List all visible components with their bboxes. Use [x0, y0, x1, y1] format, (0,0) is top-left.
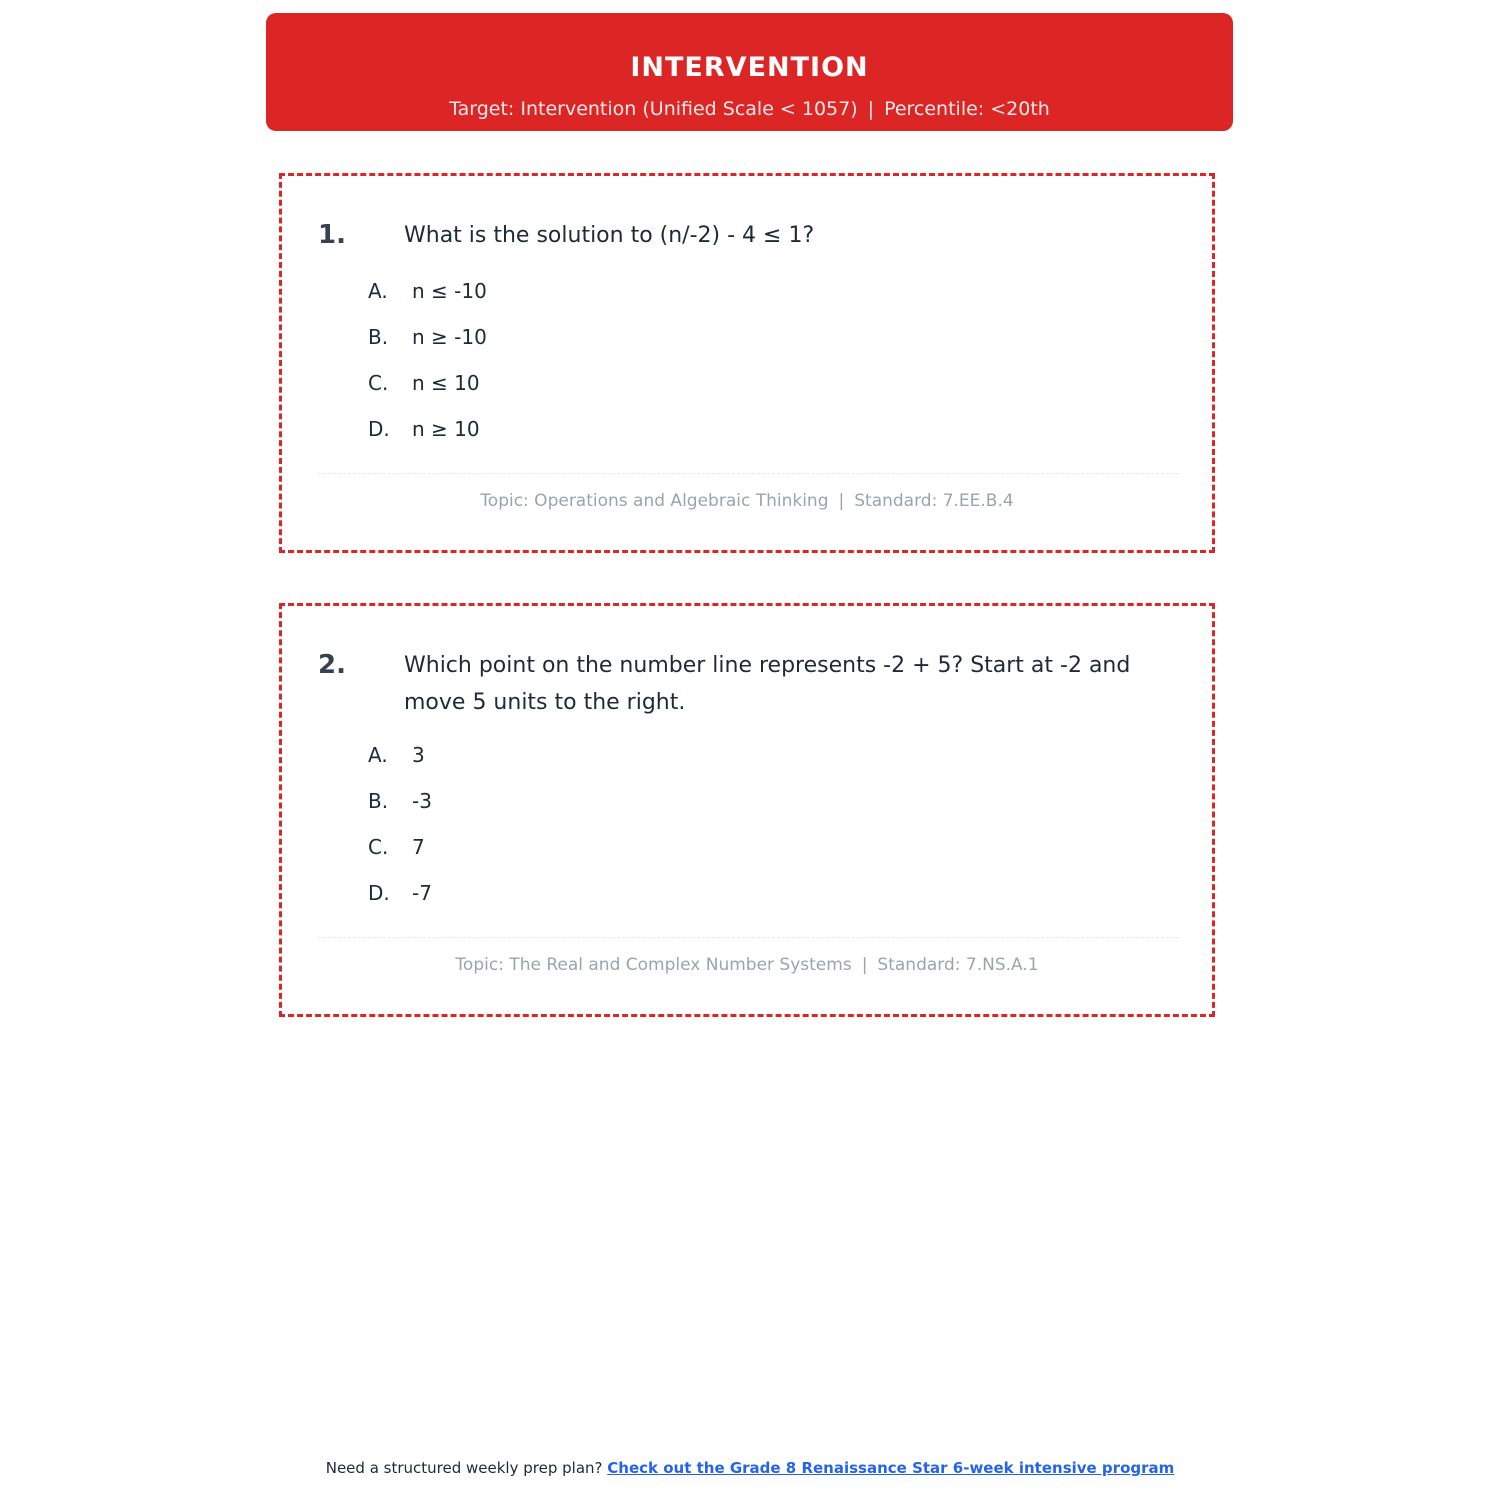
- option-letter: C.: [368, 371, 389, 395]
- answer-option-c[interactable]: [368, 834, 432, 880]
- option-letter: D.: [368, 881, 390, 905]
- level-header: [266, 13, 1233, 131]
- answer-options: [368, 278, 487, 462]
- option-text: 7: [412, 835, 425, 859]
- answer-option-d[interactable]: [368, 416, 487, 462]
- footer-prompt: Need a structured weekly prep plan?: [325, 1459, 603, 1477]
- option-letter: A.: [368, 279, 388, 303]
- option-text: n ≤ -10: [412, 279, 487, 303]
- meta-separator: |: [838, 491, 845, 511]
- option-text: n ≥ 10: [412, 417, 480, 441]
- standard-label: Standard: 7.NS.A.1: [877, 955, 1039, 975]
- question-card-2: [279, 603, 1215, 1017]
- answer-option-b[interactable]: [368, 324, 487, 370]
- question-number: 1.: [318, 220, 346, 250]
- program-link[interactable]: Check out the Grade 8 Renaissance Star 6-week intensive program: [607, 1459, 1175, 1477]
- option-text: -7: [412, 881, 432, 905]
- level-title: INTERVENTION: [630, 52, 869, 83]
- option-text: n ≥ -10: [412, 325, 487, 349]
- option-letter: C.: [368, 835, 389, 859]
- answer-option-b[interactable]: [368, 788, 432, 834]
- option-text: 3: [412, 743, 425, 767]
- option-text: n ≤ 10: [412, 371, 480, 395]
- header-separator: |: [867, 98, 875, 120]
- option-letter: A.: [368, 743, 388, 767]
- answer-option-c[interactable]: [368, 370, 487, 416]
- answer-option-d[interactable]: [368, 880, 432, 926]
- standard-label: Standard: 7.EE.B.4: [854, 491, 1014, 511]
- option-text: -3: [412, 789, 432, 813]
- percentile-label: Percentile: <20th: [884, 98, 1050, 120]
- target-label: Target: Intervention (Unified Scale < 1057): [449, 98, 858, 120]
- card-divider: [318, 937, 1179, 938]
- question-number: 2.: [318, 650, 346, 680]
- option-letter: B.: [368, 789, 389, 813]
- card-divider: [318, 473, 1179, 474]
- question-text: Which point on the number line represents -2 + 5? Start at -2 and move 5 units to the right.: [404, 653, 1131, 715]
- question-meta: [282, 489, 1212, 513]
- question-meta: [282, 953, 1212, 977]
- meta-separator: |: [861, 955, 868, 975]
- question-text: What is the solution to (n/-2) - 4 ≤ 1?: [404, 223, 815, 248]
- option-letter: D.: [368, 417, 390, 441]
- question-card-1: [279, 173, 1215, 553]
- answer-option-a[interactable]: [368, 278, 487, 324]
- topic-label: Topic: The Real and Complex Number Systems: [455, 955, 852, 975]
- option-letter: B.: [368, 325, 389, 349]
- topic-label: Topic: Operations and Algebraic Thinking: [480, 491, 829, 511]
- level-subtitle: [266, 96, 1233, 122]
- footer: [0, 1457, 1500, 1479]
- answer-option-a[interactable]: [368, 742, 432, 788]
- answer-options: [368, 742, 432, 926]
